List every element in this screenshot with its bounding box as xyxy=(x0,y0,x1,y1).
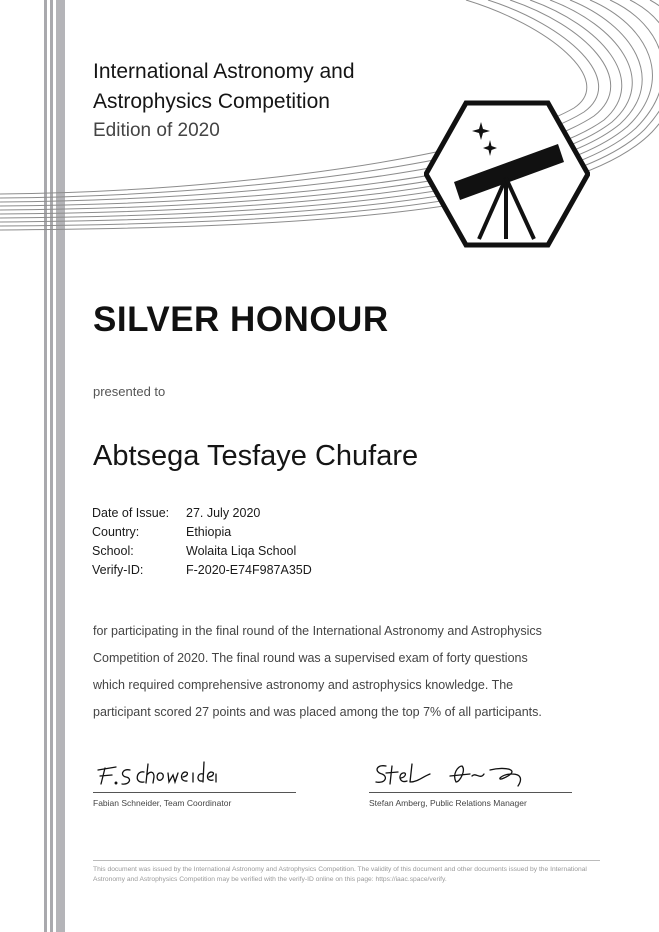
details-row-school xyxy=(92,543,312,562)
details-table xyxy=(92,505,312,581)
signature-caption-2: Stefan Amberg, Public Relations Manager xyxy=(369,798,527,808)
verification-footnote: This document was issued by the International Astronomy and Astrophysics Competition. The validity of this document and other documents issued by the International Astronomy and Astrophysics Competition may be verified with the verify-ID online on this page: https://iaac.space/verify. xyxy=(93,866,587,883)
details-value: Ethiopia xyxy=(186,524,232,539)
competition-title-line1: International Astronomy and xyxy=(93,60,355,83)
details-row-country xyxy=(92,524,312,543)
details-label: Country: xyxy=(92,524,140,539)
edition-label: Edition of 2020 xyxy=(93,120,220,141)
signature-fabian-schneider xyxy=(92,758,217,788)
presented-to-label: presented to xyxy=(93,384,166,399)
details-row-verify-id xyxy=(92,562,312,581)
signature-caption-1: Fabian Schneider, Team Coordinator xyxy=(93,798,232,808)
participation-statement: for participating in the final round of the International Astronomy and Astrophysics Competition of 2020. The final round was a supervised exam of forty questions which required comprehensive astronomy and astrophysics knowledge. The participant scored 27 points and was placed among the top 7% of all participants. xyxy=(93,624,542,719)
details-label: Date of Issue: xyxy=(92,505,170,520)
competition-title-line2: Astrophysics Competition xyxy=(93,90,330,113)
signature-stefan-amberg xyxy=(372,760,532,788)
competition-title xyxy=(93,57,355,117)
details-value: Wolaita Liqa School xyxy=(186,543,297,558)
details-row-date xyxy=(92,505,312,524)
details-label: School: xyxy=(92,543,134,558)
recipient-name: Abtsega Tesfaye Chufare xyxy=(93,440,419,472)
details-label: Verify-ID: xyxy=(92,562,144,577)
details-value: 27. July 2020 xyxy=(186,505,261,520)
footer-divider xyxy=(93,860,600,861)
signature-line-1 xyxy=(93,792,296,793)
signature-line-2 xyxy=(369,792,572,793)
award-title: SILVER HONOUR xyxy=(93,300,389,339)
details-value: F-2020-E74F987A35D xyxy=(186,562,312,577)
telescope-hexagon-icon xyxy=(424,100,590,248)
